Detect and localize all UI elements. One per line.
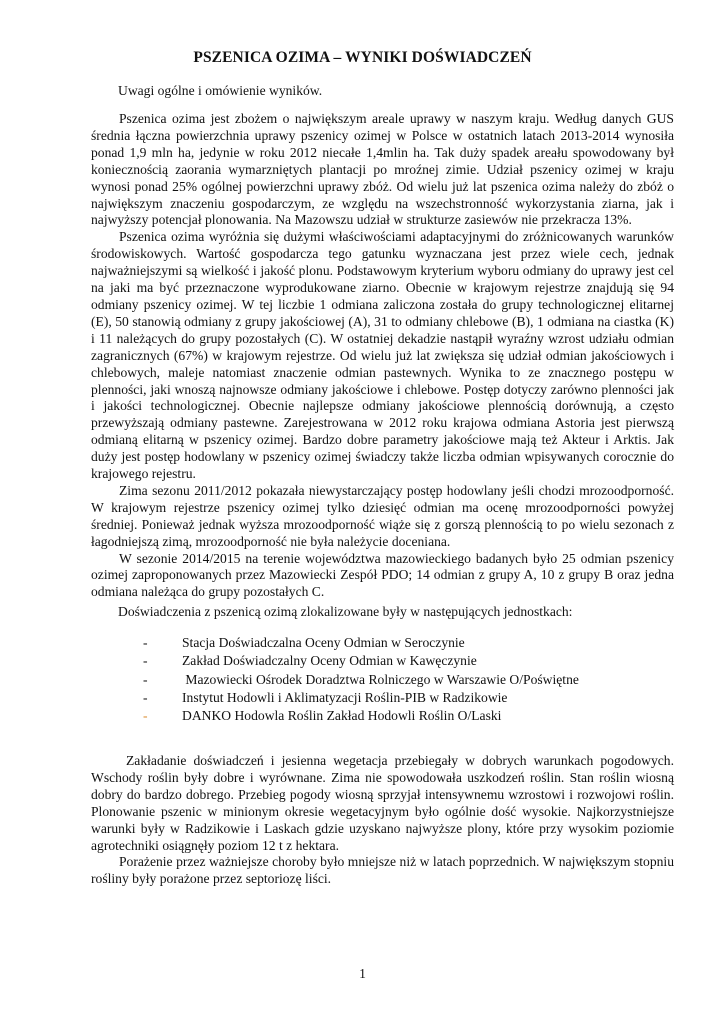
list-dash: - — [143, 671, 148, 687]
body-section-1 — [91, 111, 674, 601]
location-name: DANKO Hodowla Roślin Zakład Hodowli Roślin O/Laski — [182, 708, 502, 724]
paragraph: Pszenica ozima wyróżnia się dużymi właściwościami adaptacyjnymi do zróżnicowanych warunków środowiskowych. Wartość gospodarcza tego gatunku wyznaczana jest przez wiele cech, jednak najważniejszymi są wielkość i jakość plonu. Podstawowym kryterium wyboru odmiany do uprawy jest cel na jaki ma być przeznaczone wyprodukowane ziarno. Obecnie w krajowym rejestrze znajdują się 94 odmiany pszenicy ozimej. W tej liczbie 1 odmiana zaliczona została do grupy technologicznej elitarnej (E), 50 stanowią odmiany z grupy jakościowej (A), 31 to odmiany chlebowe (B), 1 odmiana na ciastka (K) i 11 należących do grupy pozostałych (C). W ostatniej dekadzie nastąpił wyraźny wzrost udziału odmian zagranicznych (67%) w krajowym rejestrze. Od wielu już lat zwiększa się udział odmian jakościowych i chlebowych, maleje natomiast znaczenie odmian pastewnych. Wynika to ze znacznego postępu w plenności, jaki wnoszą najnowsze odmiany jakościowe i chlebowe. Postęp dotyczy zarówno plenności jak i jakości technologicznej. Obecnie najlepsze odmiany jakościowe plennością dorównują, a często przewyższają odmiany pastewne. Zarejestrowana w 2012 roku krajowa odmiana Astoria jest pierwszą odmianą elitarną w pszenicy ozimej. Bardzo dobre parametry jakościowe mają też Akteur i Arktis. Jak duży jest postęp hodowlany w pszenicy ozimej świadczy także liczba odmian wpisywanych corocznie do krajowego rejestru. — [91, 229, 674, 482]
paragraph: Pszenica ozima jest zbożem o największym areale uprawy w naszym kraju. Według danych GUS średnia łączna powierzchnia uprawy pszenicy ozimej w Polsce w ostatnich latach 2013-2014 wynosiła ponad 1,9 mln ha, jedynie w roku 2012 niecałe 1,4mlin ha. Tak duży spadek areału spowodowany był koniecznością zaorania wymarzniętych plantacji po mroźnej zimie. Udział pszenicy ozimej w kraju wynosi ponad 25% ogólnej powierzchni uprawy zbóż. Od wielu już lat pszenica ozima należy do zbóż o największym znaczeniu gospodarczym, ze względu na wszechstronność wykorzystania ziarna, jak i najwyższy potencjał plonowania. Na Mazowszu udział w strukturze zasiewów nie przekracza 13%. — [91, 111, 674, 228]
body-section-2 — [91, 753, 674, 888]
location-name: Stacja Doświadczalna Oceny Odmian w Seroczynie — [182, 635, 465, 650]
location-name: Zakład Doświadczalny Oceny Odmian w Kawęczynie — [182, 653, 477, 669]
locations-list — [143, 634, 579, 725]
paragraph: Porażenie przez ważniejsze choroby było mniejsze niż w latach poprzednich. W największym stopniu rośliny były porażone przez septoriozę liści. — [91, 854, 674, 887]
list-item — [143, 707, 579, 725]
intro-line: Uwagi ogólne i omówienie wyników. — [118, 83, 323, 98]
list-item — [143, 689, 579, 707]
document-title: PSZENICA OZIMA – WYNIKI DOŚWIADCZEŃ — [193, 49, 532, 66]
list-item — [143, 652, 579, 670]
locations-intro: Doświadczenia z pszenicą ozimą zlokalizowane były w następujących jednostkach: — [118, 604, 573, 619]
paragraph: Zakładanie doświadczeń i jesienna wegetacja przebiegały w dobrych warunkach pogodowych. Wschody roślin były dobre i wyrównane. Zima nie spowodowała uszkodzeń roślin. Stan roślin wiosną dobry do bardzo dobrego. Przebieg pogody wiosną sprzyjał intensywnemu wzrostowi i rozwojowi roślin. Plonowanie pszenic w minionym okresie wegetacyjnym było ogólnie dość wysokie. Najkorzystniejsze warunki były w Radzikowie i Laskach gdzie uzyskano najwyższe plony, które przy wysokim poziomie agrotechniki osiągnęły poziom 12 t z hektara. — [91, 753, 674, 853]
paragraph: Zima sezonu 2011/2012 pokazała niewystarczający postęp hodowlany jeśli chodzi mrozoodporność. W krajowym rejestrze pszenicy ozimej tylko dziesięć odmian ma ocenę mrozoodporności powyżej średniej. Ponieważ jednak wyższa mrozoodporność wiąże się z gorszą plennością to po wielu sezonach z łagodniejszą zimą, mrozoodporność nie była należycie doceniana. — [91, 482, 674, 549]
list-item — [143, 671, 579, 689]
location-name: Mazowiecki Ośrodek Doradztwa Rolniczego w Warszawie O/Poświętne — [182, 671, 579, 687]
list-dash: - — [143, 635, 148, 650]
page-number: 1 — [359, 966, 366, 981]
paragraph: W sezonie 2014/2015 na terenie województwa mazowieckiego badanych było 25 odmian pszenicy ozimej zaproponowanych przez Mazowiecki Zespół PDO; 14 odmian z grupy A, 10 z grupy B oraz jedna odmiana należąca do grupy pozostałych C. — [91, 550, 674, 600]
list-dash: - — [143, 653, 148, 669]
location-name: Instytut Hodowli i Aklimatyzacji Roślin-PIB w Radzikowie — [182, 689, 508, 705]
list-item — [143, 634, 579, 652]
list-dash: - — [143, 708, 148, 724]
list-dash: - — [143, 689, 148, 705]
